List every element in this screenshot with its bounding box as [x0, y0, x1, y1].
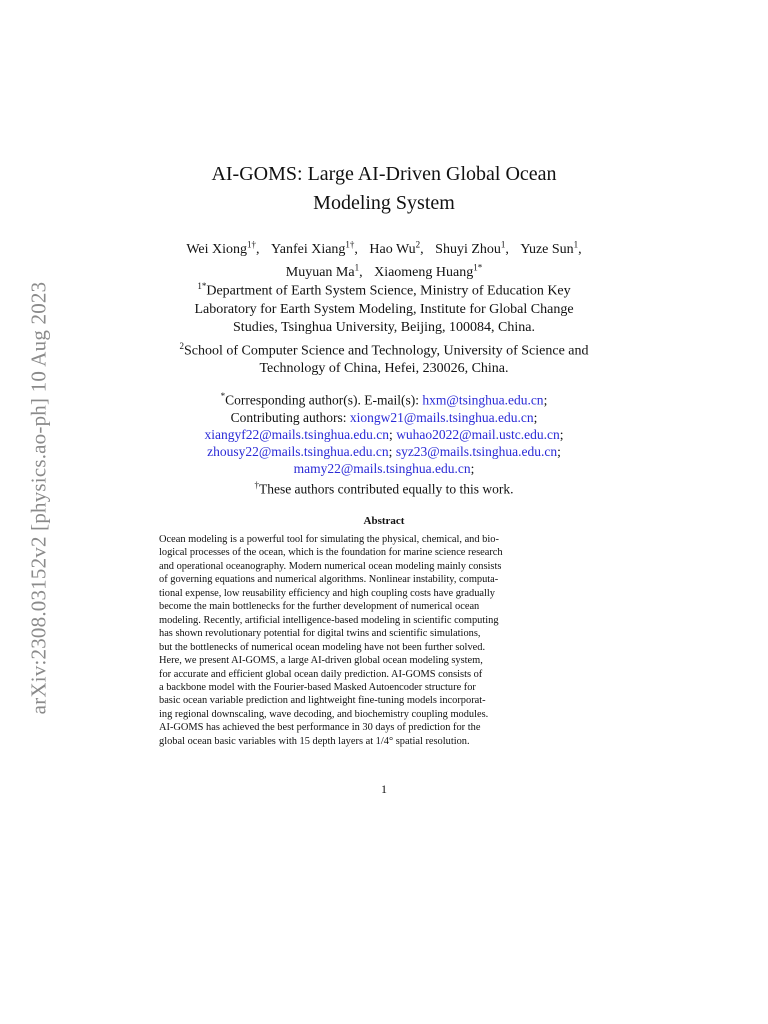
abstract-line: a backbone model with the Fourier-based Masked Autoencoder structure for [159, 681, 476, 693]
paper-title [0, 160, 768, 218]
abstract-line: and operational oceanography. Modern numerical ocean modeling mainly consists [159, 560, 502, 572]
abstract-line: basic ocean variable prediction and lightweight fine-tuning models incorporat- [159, 695, 486, 707]
title-line-1: AI-GOMS: Large AI-Driven Global Ocean [211, 163, 557, 185]
abstract-line: has shown revolutionary potential for digital twins and scientific simulations, [159, 628, 481, 640]
abstract-heading: Abstract [363, 515, 405, 527]
author-name: Xiaomeng Huang$^{1*}$ [374, 262, 483, 281]
affiliation-2-line: $^2$School of Computer Science and Technology, University of Science and [179, 340, 589, 359]
abstract-line: of governing equations and numerical algorithms. Nonlinear instability, computa- [159, 574, 499, 586]
abstract-line: become the main bottlenecks for the further development of numerical ocean [159, 601, 480, 613]
affiliation-1-line: $^{1*}$Department of Earth System Science, Ministry of Education Key [197, 281, 571, 299]
abstract-line: modeling. Recently, artificial intelligence-based modeling in scientific computing [159, 614, 499, 626]
author-name: Shuyi Zhou$^1$, [435, 239, 509, 257]
email-link[interactable]: xiangyf22@mails.tsinghua.edu.cn [204, 426, 390, 442]
abstract-line: Ocean modeling is a powerful tool for simulating the physical, chemical, and bio- [159, 534, 499, 545]
affiliation-2-line: Technology of China, Hefei, 230026, China. [259, 361, 509, 377]
email-link[interactable]: hxm@tsinghua.edu.cn [422, 392, 544, 408]
abstract-line: ing regional downscaling, wave decoding, and biochemistry coupling modules. [159, 708, 489, 720]
contact-info: *Corresponding author(s). E-mail(s): hxm@tsinghua.edu.cn; Contributing authors: xiongw21@mails.tsinghua.edu.cn; xiangyf22@mails.tsinghua.edu.cn; wuhao2022@mail.ustc.edu.cn; zhousy22@mails.tsinghua.edu.cn; syz23@mails.tsinghua.edu.cn; mamy22@mails.tsinghua.edu.cn; †These authors contributed equally to this work. [0, 388, 768, 497]
contributing-authors-line: Contributing authors: xiongw21@mails.tsinghua.edu.cn; [230, 409, 538, 425]
abstract-line: AI-GOMS has achieved the best performance in 30 days of prediction for the [159, 722, 481, 734]
email-link[interactable]: xiongw21@mails.tsinghua.edu.cn [349, 409, 534, 425]
abstract-line: global ocean basic variables with 15 depth layers at 1/4° spatial resolution. [159, 735, 470, 747]
title-line-2: Modeling System [313, 192, 455, 214]
abstract-line: but the bottlenecks of numerical ocean modeling have not been further solved. [159, 641, 486, 653]
abstract-line: tional expense, low reusability efficiency and high coupling costs have gradually [159, 587, 495, 599]
author-name: Yuze Sun$^1$, [520, 239, 582, 257]
affiliation-1-line: Laboratory for Earth System Modeling, Institute for Global Change [194, 301, 574, 317]
author-name: Yanfei Xiang$^{1\dagger}$, [271, 239, 358, 257]
affiliations [0, 277, 768, 378]
email-link[interactable]: mamy22@mails.tsinghua.edu.cn [293, 460, 471, 476]
equal-contribution-note: †These authors contributed equally to this work. [254, 479, 514, 496]
abstract-line: logical processes of the ocean, which is the foundation for marine science research [159, 547, 503, 559]
affiliation-1-line: Studies, Tsinghua University, Beijing, 100084, China. [233, 319, 535, 335]
arxiv-identifier-stamp[interactable]: arXiv:2308.03152v2 [physics.ao-ph] 10 Aug 2023 [26, 281, 51, 715]
corresponding-author-line: *Corresponding author(s). E-mail(s): hxm@tsinghua.edu.cn; [220, 391, 548, 408]
author-name: Hao Wu$^2$, [369, 239, 424, 257]
author-name: Wei Xiong$^{1\dagger}$, [186, 239, 260, 257]
abstract-line: for accurate and efficient global ocean daily prediction. AI-GOMS consists of [159, 668, 483, 680]
author-name: Muyuan Ma$^1$, [285, 262, 363, 281]
email-link[interactable]: zhousy22@mails.tsinghua.edu.cn [207, 443, 389, 459]
email-link[interactable]: wuhao2022@mail.ustc.edu.cn [396, 426, 560, 442]
author-list [0, 235, 768, 282]
abstract-body [159, 533, 577, 748]
page-number: 1 [381, 782, 387, 796]
abstract-line: Here, we present AI-GOMS, a large AI-driven global ocean modeling system, [159, 655, 483, 667]
email-link[interactable]: syz23@mails.tsinghua.edu.cn [395, 443, 558, 459]
